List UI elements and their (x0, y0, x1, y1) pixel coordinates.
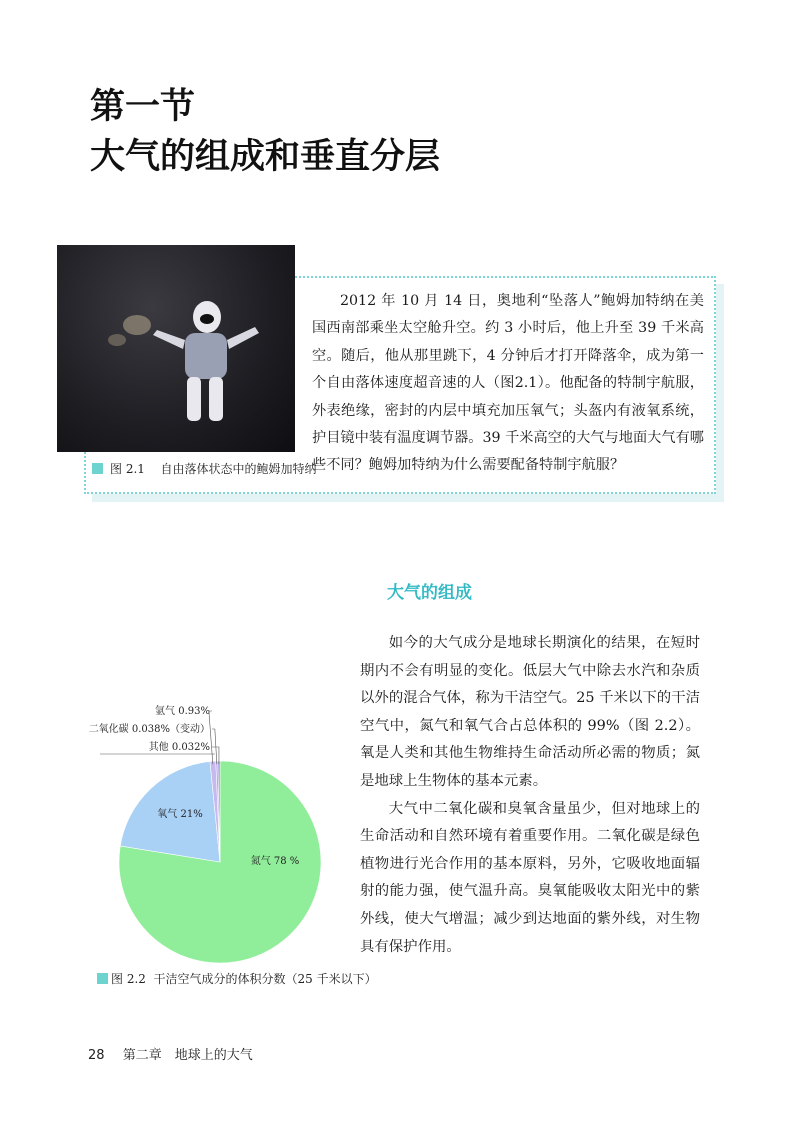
pie-label-argon: 氩气 0.93% (155, 706, 210, 717)
pie-label-other: 其他 0.032% (148, 742, 210, 753)
paragraph-1: 如今的大气成分是地球长期演化的结果，在短时期内不会有明显的变化。低层大气中除去水汽和杂质以外的混合气体，称为干洁空气。25 千米以下的干洁空气中，氮气和氧气合占总体积的 99%（图 2.2）。氧是人类和其他生物维持生命活动所必需的物质；氮是地球上生物体的基本元素。 (360, 635, 700, 789)
paragraph-2: 大气中二氧化碳和臭氧含量虽少，但对地球上的生命活动和自然环境有着重要作用。二氧化碳是绿色植物进行光合作用的基本原料，另外，它吸收地面辐射的能力强，使气温升高。臭氧能吸收太阳光中的紫外线，使大气增温；减少到达地面的紫外线，对生物具有保护作用。 (360, 800, 700, 955)
pie-chart (88, 700, 360, 970)
page-title (90, 82, 440, 182)
pie-label-co2: 二氧化碳 0.038%（变动） (88, 724, 210, 735)
figure-2-1-caption (92, 460, 317, 477)
section-body (360, 630, 700, 961)
page-footer (88, 1044, 267, 1063)
caption-number: 图 2.1 (110, 462, 145, 476)
pie-label-nitrogen: 氮气 78 % (250, 856, 300, 867)
section-heading: 大气的组成 (387, 583, 472, 603)
caption-text: 自由落体状态中的鲍姆加特纳 (160, 462, 317, 476)
section-number: 第一节 (90, 87, 196, 127)
intro-paragraph-text: 2012 年 10 月 14 日，奥地利“坠落人”鲍姆加特纳在美国西南部乘坐太空舱升空。约 3 小时后，他上升至 39 千米高空。随后，他从那里跳下，4 分钟后才打开降落伞，成为第一个自由落体速度超音速的人（图2.1）。他配备的特制宇航服，外表绝缘，密封的内层中填充加压氧气；头盔内有液氧系统，护目镜中装有温度调节器。39 千米高空的大气与地面大气有哪些不同？鲍姆加特纳为什么需要配备特制宇航服？ (312, 293, 704, 474)
pie-leader-line (209, 711, 213, 764)
caption-number: 图 2.2 (111, 972, 146, 986)
caption-marker-icon (92, 463, 103, 474)
page-number: 28 (88, 1048, 105, 1063)
caption-text: 干洁空气成分的体积分数（25 千米以下） (153, 972, 377, 986)
pie-label-oxygen: 氧气 21% (157, 809, 203, 820)
section-title: 大气的组成和垂直分层 (90, 137, 441, 177)
caption-marker-icon (97, 973, 108, 984)
chapter-title: 第二章 地球上的大气 (122, 1048, 253, 1063)
intro-paragraph (312, 288, 704, 480)
skydiver-photo (57, 245, 295, 452)
figure-2-2-caption (97, 970, 377, 987)
